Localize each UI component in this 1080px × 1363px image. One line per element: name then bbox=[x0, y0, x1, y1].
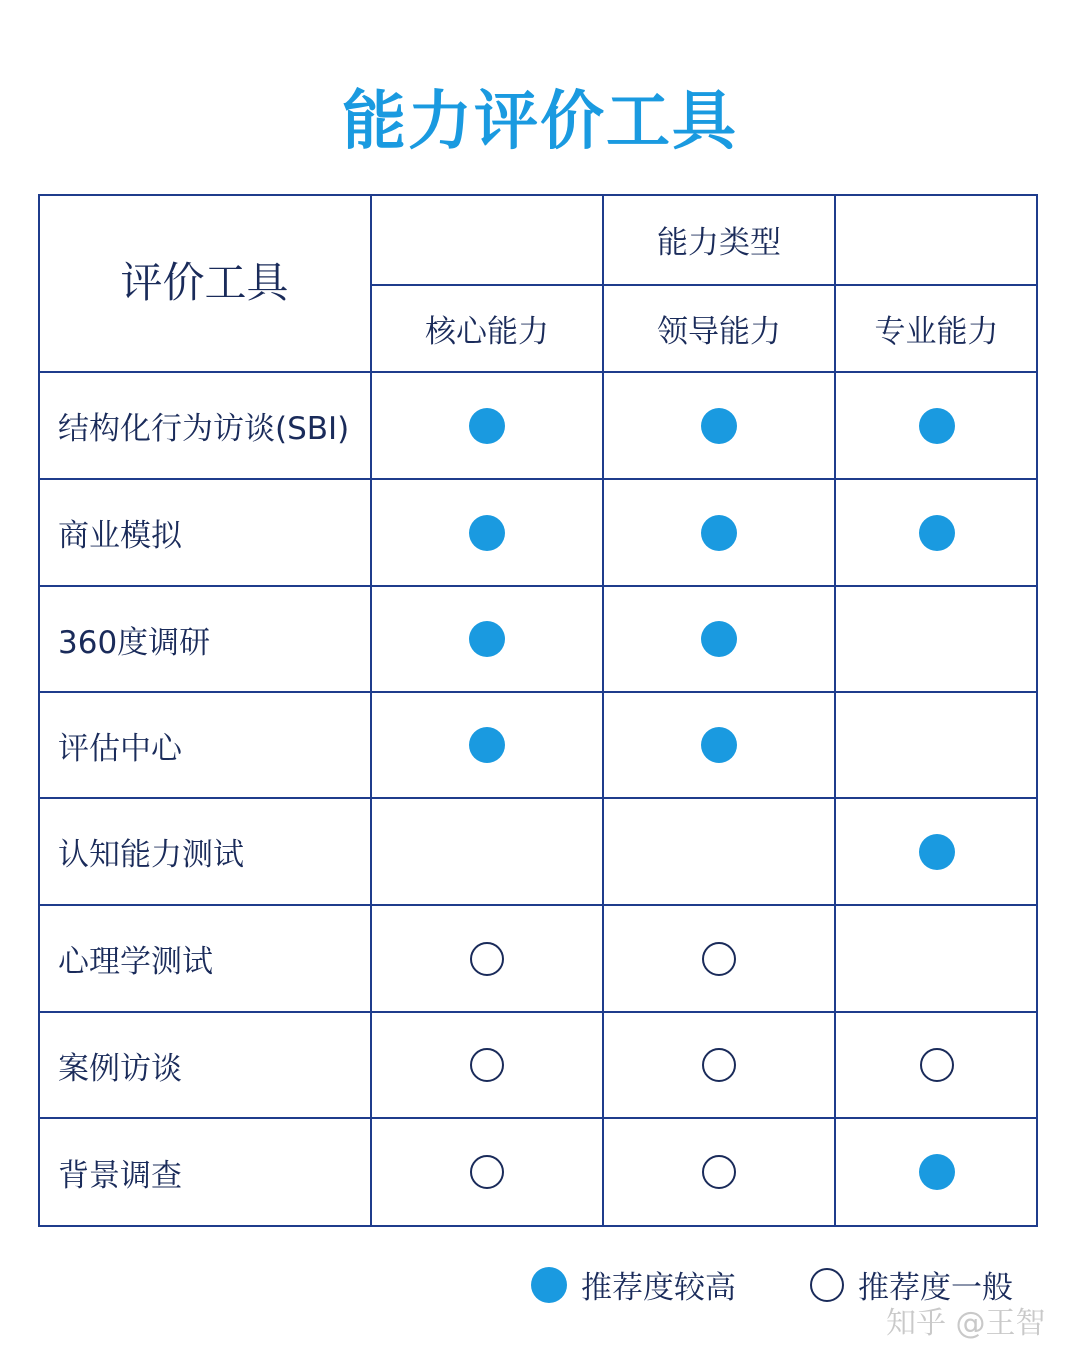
hollow-circle-icon bbox=[470, 1048, 504, 1082]
legend-high bbox=[531, 1262, 736, 1307]
legend-normal-label: 推荐度一般 bbox=[858, 1270, 1013, 1306]
header-ability-group: 能力类型 bbox=[657, 225, 781, 261]
hollow-circle-icon bbox=[702, 1155, 736, 1189]
legend-high-label: 推荐度较高 bbox=[581, 1270, 736, 1306]
row-label: 认知能力测试 bbox=[58, 837, 244, 873]
filled-circle-icon bbox=[531, 1267, 567, 1303]
filled-circle-icon bbox=[701, 621, 737, 657]
filled-circle-icon bbox=[919, 515, 955, 551]
row-label: 评估中心 bbox=[58, 730, 182, 767]
header-column-2: 领导能力 bbox=[657, 314, 781, 350]
row-label: 背景调查 bbox=[58, 1157, 182, 1194]
header-tool-column: 评价工具 bbox=[120, 258, 289, 307]
row-label: 心理学测试 bbox=[58, 944, 213, 980]
filled-circle-icon bbox=[469, 408, 505, 444]
filled-circle-icon bbox=[469, 727, 505, 763]
filled-circle-icon bbox=[469, 515, 505, 551]
header-column-1: 核心能力 bbox=[425, 314, 549, 350]
row-label: 案例访谈 bbox=[58, 1050, 182, 1087]
row-label: 结构化行为访谈(SBI) bbox=[58, 411, 350, 447]
hollow-circle-icon bbox=[470, 942, 504, 976]
filled-circle-icon bbox=[919, 1154, 955, 1190]
filled-circle-icon bbox=[701, 408, 737, 444]
hollow-circle-icon bbox=[702, 942, 736, 976]
filled-circle-icon bbox=[919, 834, 955, 870]
row-label: 商业模拟 bbox=[58, 518, 182, 554]
hollow-circle-icon bbox=[810, 1268, 844, 1302]
hollow-circle-icon bbox=[920, 1048, 954, 1082]
row-label: 360度调研 bbox=[58, 624, 211, 661]
filled-circle-icon bbox=[919, 408, 955, 444]
hollow-circle-icon bbox=[470, 1155, 504, 1189]
hollow-circle-icon bbox=[702, 1048, 736, 1082]
page-title: 能力评价工具 bbox=[342, 85, 738, 159]
filled-circle-icon bbox=[701, 727, 737, 763]
filled-circle-icon bbox=[701, 515, 737, 551]
filled-circle-icon bbox=[469, 621, 505, 657]
header-column-3: 专业能力 bbox=[874, 314, 999, 350]
watermark: 知乎 @王智 bbox=[886, 1306, 1046, 1341]
